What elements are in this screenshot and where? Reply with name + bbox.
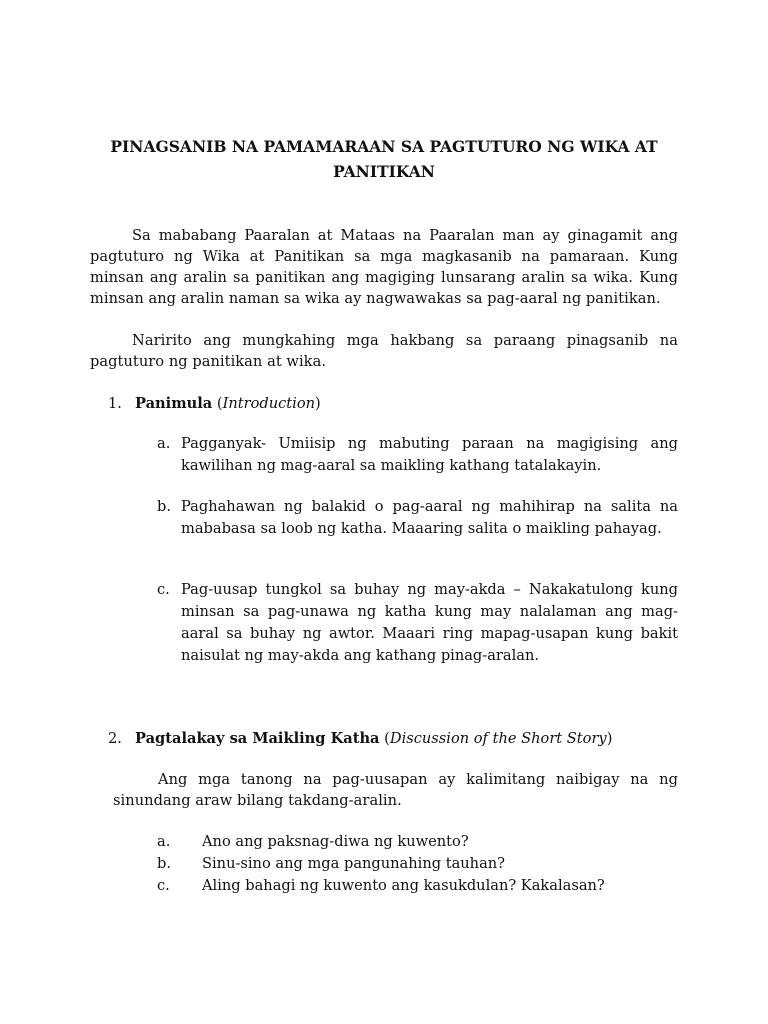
- list-item-text: Ano ang paksnag-diwa ng kuwento?: [202, 833, 469, 850]
- section-english-label: Introduction: [222, 395, 316, 412]
- list-item: [157, 433, 678, 477]
- list-item-label: c.: [157, 581, 170, 598]
- list-item: [157, 579, 678, 667]
- section-heading-panimula: [108, 393, 321, 414]
- list-item-label: a.: [157, 833, 171, 850]
- paren-close: ): [315, 395, 321, 412]
- paragraph-questions-intro: Ang mga tanong na pag-uusapan ay kalimitang naibigay na ng sinundang araw bilang takdang-aralin.: [113, 771, 678, 809]
- list-item-text: Pagganyak- Umiisip ng mabuting paraan na magigising ang kawilihan ng mag-aaral sa maikling kathang tatalakayin.: [181, 435, 678, 474]
- section-number: 1.: [108, 395, 122, 412]
- list-item-text: Aling bahagi ng kuwento ang kasukdulan? Kakalasan?: [202, 877, 605, 894]
- paren-open: (: [379, 730, 390, 747]
- list-item: [157, 831, 605, 853]
- document-title: PINAGSANIB NA PAMAMARAAN SA PAGTUTURO NG WIKA AT PANITIKAN: [110, 137, 658, 181]
- list-item-label: b.: [157, 855, 171, 872]
- question-list: [157, 831, 605, 897]
- list-item: [157, 853, 605, 875]
- list-item-label: b.: [157, 498, 171, 515]
- paren-open: (: [212, 395, 223, 412]
- list-item: [157, 496, 678, 540]
- list-item: [157, 875, 605, 897]
- paren-close: ): [606, 730, 613, 747]
- section-label: Pagtalakay sa Maikling Katha: [135, 730, 380, 747]
- list-item-label: c.: [157, 877, 170, 894]
- list-item-text: Sinu-sino ang mga pangunahing tauhan?: [202, 855, 505, 872]
- paragraph-steps-intro: Naririto ang mungkahing mga hakbang sa paraang pinagsanib na pagtuturo ng panitikan at wika.: [90, 332, 678, 370]
- section-heading-pagtalakay: [108, 728, 612, 749]
- list-item-text: Pag-uusap tungkol sa buhay ng may-akda – Nakakatulong kung minsan sa pag-unawa ng katha kung may nalalaman ang mag-aaral sa buhay ng awtor. Maaari ring mapag-usapan kung bakit naisulat ng may-akda ang kathang pinag-aralan.: [181, 581, 678, 664]
- section-label: Panimula: [135, 395, 213, 412]
- paragraph-intro: Sa mababang Paaralan at Mataas na Paaralan man ay ginagamit ang pagtuturo ng Wika at Panitikan sa mga magkasanib na pamaraan. Kung minsan ang aralin sa panitikan ang magiging lunsarang aralin sa wika. Kung minsan ang aralin naman sa wika ay nagwawakas sa pag-aaral ng panitikan.: [90, 227, 678, 307]
- section-number: 2.: [108, 730, 122, 747]
- list-item-text: Paghahawan ng balakid o pag-aaral ng mahihirap na salita na mababasa sa loob ng katha. Maaaring salita o maikling pahayag.: [181, 498, 678, 537]
- section-english-label: Discussion of the Short Story: [389, 730, 607, 747]
- list-item-label: a.: [157, 435, 171, 452]
